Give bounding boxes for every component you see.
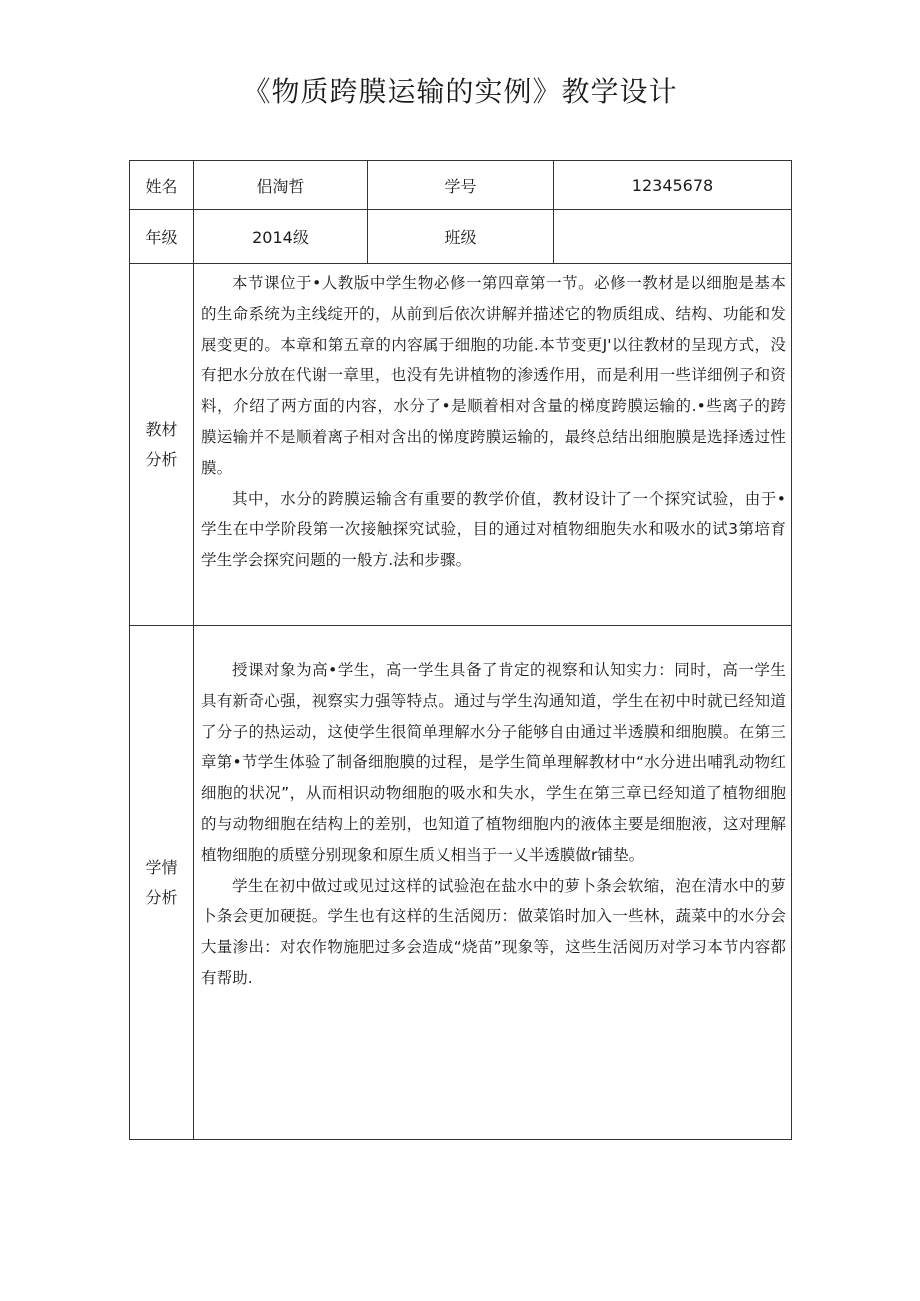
textbook-analysis-label	[130, 415, 193, 475]
name-label: 姓名	[145, 176, 178, 196]
name-value: 侣淘哲	[256, 176, 305, 196]
grade-value: 2014级	[252, 228, 309, 247]
document-title: 《物质跨膜运输的实例》教学设计	[242, 75, 678, 108]
grade-label: 年级	[145, 228, 178, 247]
student-id-value: 12345678	[631, 175, 714, 195]
student-analysis-paragraph: 授课对象为高•学生，高一学生具备了肯定的视察和认知实力：同时，高一学生具有新奇心强，视察实力强等特点。通过与学生沟通知道，学生在初中时就已经知道了分子的热运动，这使学生很简单理解水分子能够自由通过半透膜和细胞膜。在第三章第•节学生体验了制备细胞膜的过程，是学生简单理解教材中“水分进出哺乳动物红细胞的状况”，从而相识动物细胞的吸水和失水，学生在第三章已经知道了植物细胞的与动物细胞在结构上的差别，也知道了植物细胞内的液体主要是细胞液，这对理解植物细胞的质壁分别现象和原生质乂相当于一乂半透膜做r铺垫。	[201, 661, 786, 864]
student-analysis-label-line2: 分析	[145, 888, 178, 907]
textbook-analysis-paragraph: 其中，水分的跨膜运输含有重要的教学价值，教材设计了一个探究试验，由于•学生在中学阶段第一次接触探究试验，目的通过对植物细胞失水和吸水的试3第培育学生学会探究问题的一般方.法和步骤。	[201, 489, 786, 570]
class-label: 班级	[444, 228, 477, 247]
row-divider	[130, 625, 791, 626]
textbook-analysis-content	[201, 268, 786, 576]
student-analysis-content	[201, 655, 786, 994]
lesson-plan-table	[129, 160, 792, 1140]
student-analysis-label-line1: 学情	[145, 858, 178, 877]
textbook-analysis-paragraph: 本节课位于•人教版中学生物必修一第四章第一节。必修一教材是以细胞是基本的生命系统为主线绽开的，从前到后依次讲解并描述它的物质组成、结构、功能和发展变更的。本章和第五章的内容属于细胞的功能.本节变更J'以往教材的呈现方式，没有把水分放在代谢一章里，也没有先讲植物的渗透作用，而是利用一些详细例子和资料，介绍了两方面的内容，水分了•是顺着相对含量的梯度跨膜运输的.•些离子的跨膜运输并不是顺着离子相对含出的悌度跨膜运输的，最终总结出细胞膜是选择透过性膜。	[201, 274, 786, 477]
student-analysis-label	[130, 853, 193, 913]
textbook-analysis-label-line2: 分析	[145, 450, 178, 469]
row-divider	[130, 263, 791, 264]
textbook-analysis-label-line1: 教材	[145, 420, 178, 439]
class-value	[554, 210, 791, 263]
column-divider	[193, 161, 194, 1139]
student-analysis-paragraph: 学生在初中做过或见过这样的试验泡在盐水中的萝卜条会软缩，泡在清水中的萝卜条会更加硬挺。学生也有这样的生活阅历：做菜馅时加入一些林，蔬菜中的水分会大量渗出：对农作物施肥过多会造成“烧苗”现象等，这些生活阅历对学习本节内容都有帮助.	[201, 876, 786, 987]
student-id-label: 学号	[444, 176, 477, 196]
